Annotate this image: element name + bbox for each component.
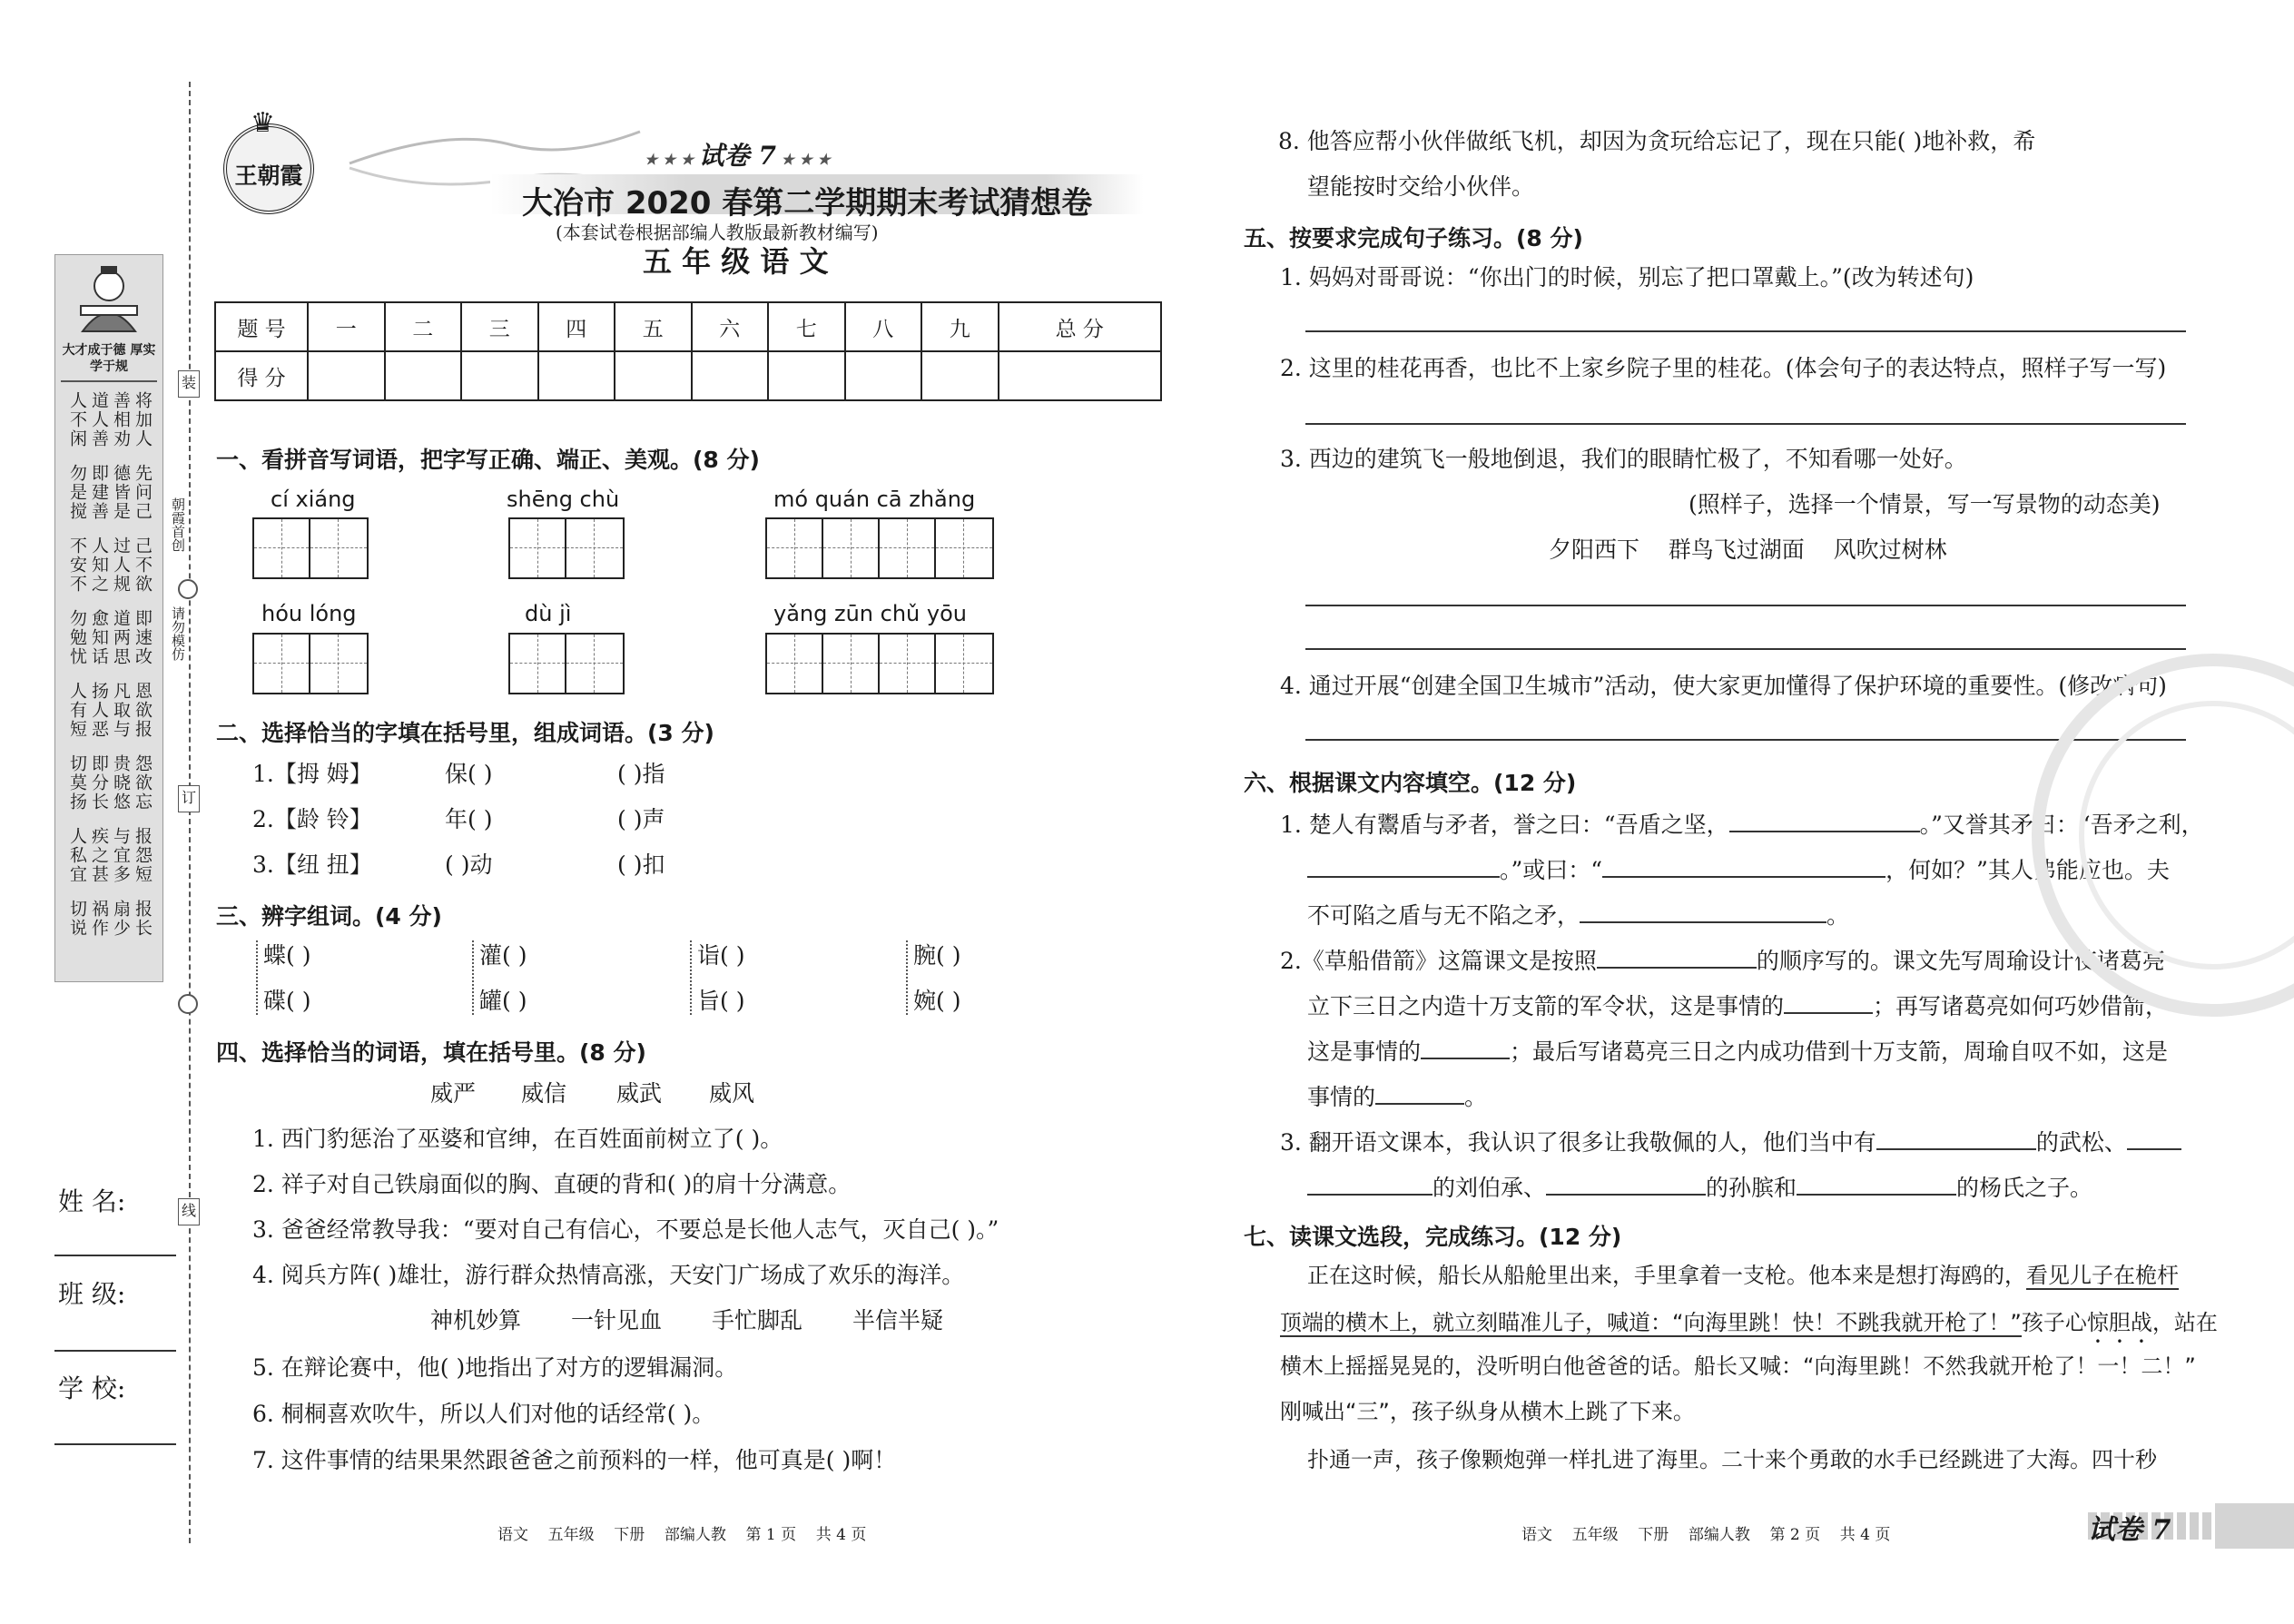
section-3-title: 三、辨字组词。(4 分): [216, 903, 442, 930]
passage-1a: 正在这时候，船长从船舱里出来，手里拿着一支枪。他本来是想打海鸥的，: [1307, 1263, 2026, 1288]
motto-column: 怨欲忘: [133, 754, 153, 812]
series-text: 试卷 7: [698, 141, 776, 171]
s3-item-4a[interactable]: 腕( ): [913, 942, 961, 969]
s2-item-2-label: 2.【龄 铃】: [252, 806, 372, 832]
motto-column: 人私宜: [67, 827, 87, 884]
margin-circle-1: [178, 579, 198, 599]
left-footer: 语文 五年级 下册 部编人教 第 1 页 共 4 页: [497, 1526, 867, 1544]
s6-q2-a1: 2.《草船借箭》这篇课文是按照: [1280, 948, 1597, 974]
s3-item-1b[interactable]: 碟( ): [263, 988, 311, 1014]
motto-column: 祸作: [89, 900, 109, 938]
motto-column: 过人规: [111, 536, 131, 594]
motto-column: 愈知话: [89, 609, 109, 666]
s2-item-2-b[interactable]: ( )声: [617, 806, 665, 832]
passage-1b2: 孩子心: [2021, 1310, 2087, 1335]
motto-column: 报怨短: [133, 827, 153, 884]
s4-word-7: 手忙脚乱: [712, 1307, 803, 1334]
score-cell[interactable]: [845, 351, 922, 400]
writing-grid-2[interactable]: [508, 517, 625, 579]
s4-question-3: 3. 爸爸经常教导我：“要对自己有信心，不要总是长他人志气，灭自己( )。”: [252, 1216, 999, 1243]
passage-1b-dotted: 惊胆战: [2086, 1310, 2152, 1335]
s4-word-6: 一针见血: [571, 1307, 663, 1334]
s3-item-4b[interactable]: 婉( ): [913, 988, 961, 1014]
score-table: [214, 301, 1162, 401]
score-header-label: 题 号: [215, 302, 308, 351]
scholar-illustration: [55, 259, 162, 340]
passage-line-3: 横木上摇摇晃晃的，没听明白他爸爸的话。船长又喊：“向海里跳！不然我就开枪了！一！二！”: [1280, 1353, 2196, 1379]
s6-q1-blank-3[interactable]: [1602, 856, 1885, 878]
score-header-cell: 四: [538, 302, 615, 351]
score-header-cell: 六: [692, 302, 769, 351]
s6-q3-blank-2[interactable]: [2127, 1128, 2181, 1150]
s3-brace-2: [472, 940, 474, 1015]
motto-column: 凡取与: [111, 682, 131, 739]
writing-grid-3[interactable]: [765, 517, 994, 579]
s6-q1-a1: 1. 楚人有鬻盾与矛者，誉之曰：“吾盾之坚，: [1280, 812, 1729, 838]
s6-q2-blank-3[interactable]: [1421, 1038, 1510, 1059]
motto-column: 切莫扬: [67, 754, 87, 812]
score-header-cell: 九: [921, 302, 999, 351]
brand-crown-icon: ♛: [251, 107, 275, 139]
score-header-cell: 七: [768, 302, 845, 351]
s4-word-8: 半信半疑: [852, 1307, 944, 1334]
s3-item-2a[interactable]: 灌( ): [479, 942, 527, 969]
s4-question-4: 4. 阅兵方阵( )雄壮，游行群众热情高涨，天安门广场成了欢乐的海洋。: [252, 1262, 965, 1288]
top-motto: 大才成于德 厚实学于规: [62, 343, 156, 374]
passage-1b3: ，站在: [2151, 1310, 2218, 1335]
s5-question-4: 4. 通过开展“创建全国卫生城市”活动，使大家更加懂得了保护环境的重要性。(修改病句): [1280, 673, 2167, 699]
name-line: [54, 1255, 176, 1256]
s6-q2-c1: 这是事情的: [1307, 1038, 1422, 1065]
s5-answer-line-5[interactable]: [1305, 739, 2186, 741]
s3-item-3a[interactable]: 诣( ): [697, 942, 745, 969]
s6-q2-line-c: [1307, 1038, 2168, 1063]
motto-column: 即分长: [89, 754, 109, 812]
motto-column: 人有短: [67, 682, 87, 739]
section-7-title: 七、读课文选段，完成练习。(12 分): [1244, 1224, 1622, 1250]
brand-name: 王朝霞: [234, 162, 303, 189]
class-line: [54, 1350, 176, 1352]
s2-item-3-b[interactable]: ( )扣: [617, 851, 665, 878]
section-6-title: 六、根据课文内容填空。(12 分): [1244, 770, 1577, 796]
motto-column: 勿是搅: [67, 464, 87, 521]
score-header-cell: 八: [845, 302, 922, 351]
s6-q2-a2: 的顺序写的。课文先写周瑜设计使诸葛亮: [1756, 948, 2165, 974]
s5-answer-line-2[interactable]: [1305, 423, 2186, 425]
s6-q3-blank-5[interactable]: [1797, 1174, 1956, 1196]
section-2-title: 二、选择恰当的字填在括号里，组成词语。(3 分): [216, 720, 714, 746]
motto-column: 德皆是: [111, 464, 131, 521]
pinyin-6: yǎng zūn chǔ yōu: [773, 601, 967, 626]
score-header-total: 总 分: [999, 302, 1162, 351]
pinyin-4: hóu lóng: [261, 601, 357, 626]
score-row-label: 得 分: [215, 351, 308, 400]
passage-1b-underlined: 顶端的横木上，就立刻瞄准儿子，喊道：“向海里跳！快！不跳我就开枪了！”: [1280, 1310, 2022, 1335]
score-cell[interactable]: [921, 351, 999, 400]
writing-grid-1[interactable]: [252, 517, 369, 579]
s6-q2-line-b: [1307, 992, 2168, 1018]
s5-question-3: 3. 西边的建筑飞一般地倒退，我们的眼睛忙极了，不知看哪一处好。: [1280, 446, 1967, 472]
binding-dotted-line: [189, 82, 191, 1543]
motto-column: 道两思: [111, 609, 131, 666]
school-label: 学 校:: [58, 1373, 126, 1403]
star-icons-right: ★ ★ ★: [775, 151, 831, 168]
s6-q1-b1: 。”或曰：“: [1500, 857, 1603, 883]
s5-answer-line-3[interactable]: [1305, 605, 2186, 606]
series-label: [645, 136, 831, 172]
s6-q3-blank-4[interactable]: [1546, 1174, 1706, 1196]
motto-divider: [61, 380, 157, 382]
s6-q3-a1: 3. 翻开语文课本，我认识了很多让我敬佩的人，他们当中有: [1280, 1129, 1876, 1156]
s6-q2-line-a: [1280, 947, 2165, 972]
s5-question-3-options: 夕阳西下 群鸟飞过湖面 风吹过树林: [1549, 536, 1947, 563]
score-cell[interactable]: [385, 351, 462, 400]
s6-q1-c1: 不可陷之盾与无不陷之矛，: [1307, 902, 1580, 929]
star-icons-left: ★ ★ ★: [645, 151, 699, 168]
grade-subject: 五 年 级 语 文: [643, 244, 829, 279]
passage-line-2: [1280, 1310, 2218, 1348]
name-label: 姓 名:: [58, 1186, 126, 1216]
section-5-title: 五、按要求完成句子练习。(8 分): [1244, 225, 1583, 251]
s6-q1-c2: 。: [1826, 902, 1850, 929]
score-cell[interactable]: [999, 351, 1162, 400]
motto-column: 与宜多: [111, 827, 131, 884]
s6-q2-blank-1[interactable]: [1597, 947, 1757, 969]
score-cell[interactable]: [768, 351, 845, 400]
section-1-title: 一、看拼音写词语，把字写正确、端正、美观。(8 分): [216, 447, 760, 473]
s6-q2-blank-2[interactable]: [1784, 992, 1873, 1014]
pinyin-1: cí xiáng: [271, 487, 356, 512]
s6-q3-blank-3[interactable]: [1307, 1174, 1433, 1196]
s2-item-3-a[interactable]: ( )动: [445, 851, 493, 878]
s4-question-8-b: 望能按时交给小伙伴。: [1307, 173, 1535, 200]
motto-column: 扇少: [111, 900, 131, 938]
s4-question-5: 5. 在辩论赛中，他( )地指出了对方的逻辑漏洞。: [252, 1354, 738, 1381]
passage-line-4: 刚喊出“三”，孩子纵身从横木上跳了下来。: [1280, 1399, 1695, 1424]
motto-column: 道人善: [89, 391, 109, 448]
motto-column: 切说: [67, 900, 87, 938]
s6-q1-b2: ，何如？”其人弗能应也。夫: [1885, 857, 2170, 883]
motto-column: 报长: [133, 900, 153, 938]
s6-q1-a2: 。”又誉其矛曰：“吾矛之利，: [1919, 812, 2204, 838]
motto-column: 己不欲: [133, 536, 153, 594]
s6-q3-line-b: [1307, 1174, 2092, 1199]
s2-item-2-a[interactable]: 年( ): [445, 806, 493, 832]
margin-mark-1: 装: [178, 370, 200, 398]
score-cell[interactable]: [692, 351, 769, 400]
s6-q3-a2: 的武松、: [2035, 1129, 2127, 1156]
motto-column: 即建善: [89, 464, 109, 521]
class-label: 班 级:: [58, 1279, 126, 1309]
pinyin-2: shēng chù: [507, 487, 620, 512]
s5-question-1: 1. 妈妈对哥哥说：“你出门的时候，别忘了把口罩戴上。”(改为转述句): [1280, 264, 1974, 290]
s6-q2-blank-4[interactable]: [1375, 1083, 1464, 1105]
motto-column: 恩欲报: [133, 682, 153, 739]
s4-word-5: 神机妙算: [430, 1307, 522, 1334]
right-footer: 语文 五年级 下册 部编人教 第 2 页 共 4 页: [1521, 1526, 1891, 1544]
s6-q1-blank-1[interactable]: [1729, 811, 1920, 832]
score-header-row: [215, 302, 1161, 351]
score-header-cell: 五: [615, 302, 692, 351]
s6-q3-b2: 的孙膑和: [1706, 1175, 1797, 1201]
score-cell[interactable]: [461, 351, 538, 400]
passage-line-1: [1307, 1265, 2179, 1286]
writing-grid-6[interactable]: [765, 633, 994, 694]
s4-word-1: 威严: [430, 1080, 477, 1107]
s3-item-3b[interactable]: 旨( ): [697, 988, 745, 1014]
page-title: 大冶市 2020 春第二学期期末考试猜想卷: [522, 185, 1093, 221]
s6-q1-blank-2[interactable]: [1307, 856, 1500, 878]
s4-question-7: 7. 这件事情的结果果然跟爸爸之前预料的一样，他可真是( )啊！: [252, 1447, 897, 1473]
margin-circle-2: [178, 994, 198, 1014]
s4-word-4: 威风: [709, 1080, 755, 1107]
s6-q1-line-c: [1307, 901, 1849, 927]
motto-column: 扬人恶: [89, 682, 109, 739]
s4-word-3: 威武: [616, 1080, 663, 1107]
writing-grid-5[interactable]: [508, 633, 625, 694]
s4-question-8-a: 8. 他答应帮小伙伴做纸飞机，却因为贪玩给忘记了，现在只能( )地补救，希: [1278, 128, 2036, 154]
writing-grid-4[interactable]: [252, 633, 369, 694]
motto-column: 贵晓悠: [111, 754, 131, 812]
s2-item-3-label: 3.【纽 扭】: [252, 851, 372, 878]
corner-tab: [2215, 1503, 2294, 1549]
pinyin-5: dù jì: [525, 601, 572, 626]
motto-sidebar: [54, 254, 163, 982]
section-4-title: 四、选择恰当的词语，填在括号里。(8 分): [216, 1039, 646, 1066]
motto-column: 人知之: [89, 536, 109, 594]
s4-question-6: 6. 桐桐喜欢吹牛，所以人们对他的话经常( )。: [252, 1401, 715, 1427]
motto-column: 人不闲: [67, 391, 87, 448]
page-subtitle: (本套试卷根据部编人教版最新教材编写): [556, 221, 879, 243]
side-note-1: 朝霞首创: [170, 497, 186, 552]
score-value-row: [215, 351, 1161, 400]
corner-label: 试卷 7: [2088, 1514, 2171, 1546]
motto-column: 疾之甚: [89, 827, 109, 884]
score-header-cell: 一: [308, 302, 385, 351]
s6-q3-line-a: [1280, 1128, 2181, 1154]
pinyin-3: mó quán cā zhǎng: [773, 487, 976, 512]
s6-q2-b2: ；再写诸葛亮如何巧妙借箭，: [1873, 993, 2169, 1019]
motto-column: 先问己: [133, 464, 153, 521]
motto-column: 将加人: [133, 391, 153, 448]
s6-q2-d2: 。: [1464, 1084, 1488, 1110]
score-cell[interactable]: [308, 351, 385, 400]
s5-question-2: 2. 这里的桂花再香，也比不上家乡院子里的桂花。(体会句子的表达特点，照样子写一写): [1280, 355, 2167, 381]
s6-q3-blank-1[interactable]: [1876, 1128, 2036, 1150]
s5-answer-line-1[interactable]: [1305, 330, 2186, 332]
side-note-2: 请勿模仿: [170, 606, 186, 661]
score-cell[interactable]: [538, 351, 615, 400]
margin-mark-3: 线: [178, 1198, 200, 1225]
margin-mark-2: 订: [178, 785, 200, 812]
s4-question-2: 2. 祥子对自己铁扇面似的胸、直硬的背和( )的肩十分满意。: [252, 1171, 852, 1197]
s6-q3-b1: 的刘伯承、: [1433, 1175, 1547, 1201]
motto-column: 勿勉忧: [67, 609, 87, 666]
s4-word-2: 威信: [521, 1080, 567, 1107]
s3-item-2b[interactable]: 罐( ): [479, 988, 527, 1014]
passage-line-5: 扑通一声，孩子像颗炮弹一样扎进了海里。二十来个勇敢的水手已经跳进了大海。四十秒: [1307, 1447, 2157, 1472]
s2-item-1-label: 1.【拇 姆】: [252, 761, 372, 787]
motto-column: 不安不: [67, 536, 87, 594]
passage-1a-underlined: 看见儿子在桅杆: [2026, 1263, 2179, 1288]
s6-q2-line-d: [1307, 1083, 1487, 1108]
school-line: [54, 1443, 176, 1445]
s3-brace-4: [906, 940, 908, 1015]
score-cell[interactable]: [615, 351, 692, 400]
s3-brace-3: [690, 940, 692, 1015]
s6-q3-b3: 的杨氏之子。: [1956, 1175, 2093, 1201]
s2-item-1-a[interactable]: 保( ): [445, 761, 493, 787]
s3-brace-1: [256, 940, 258, 1015]
s3-item-1a[interactable]: 蝶( ): [263, 942, 311, 969]
score-header-cell: 二: [385, 302, 462, 351]
s6-q2-b1: 立下三日之内造十万支箭的军令状，这是事情的: [1307, 993, 1785, 1019]
s6-q2-d1: 事情的: [1307, 1084, 1376, 1110]
s6-q1-blank-4[interactable]: [1580, 901, 1826, 923]
motto-column: 即速改: [133, 609, 153, 666]
score-header-cell: 三: [461, 302, 538, 351]
s6-q2-c2: ；最后写诸葛亮三日之内成功借到十万支箭，周瑜自叹不如，这是: [1510, 1038, 2169, 1065]
s4-question-1: 1. 西门豹惩治了巫婆和官绅，在百姓面前树立了( )。: [252, 1126, 783, 1152]
s5-question-3-requirement: (照样子，选择一个情景，写一写景物的动态美): [1689, 491, 2161, 517]
motto-column: 善相劝: [111, 391, 131, 448]
s5-answer-line-4[interactable]: [1305, 648, 2186, 650]
s2-item-1-b[interactable]: ( )指: [617, 761, 665, 787]
